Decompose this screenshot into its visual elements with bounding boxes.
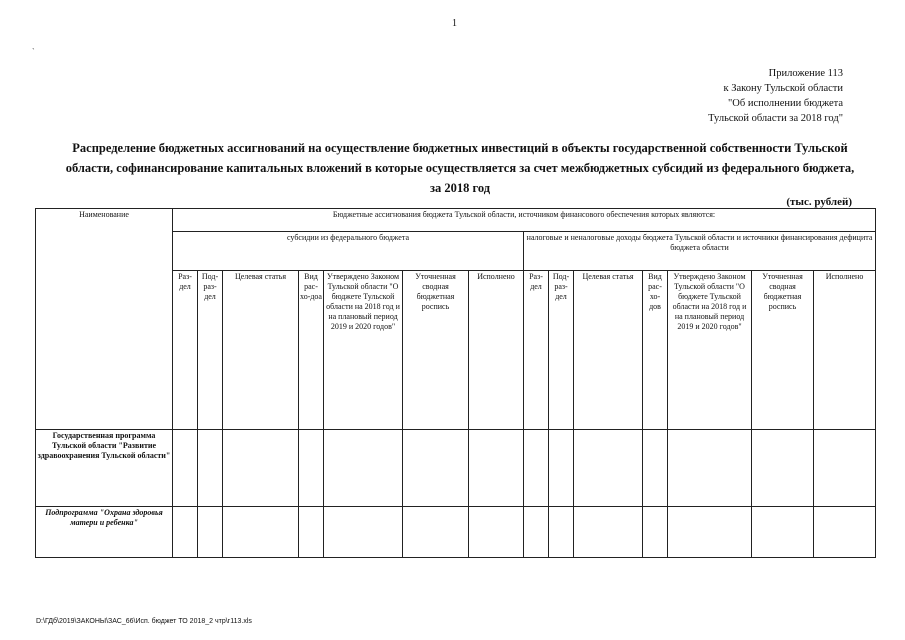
table-cell <box>173 507 198 558</box>
table-cell <box>403 507 469 558</box>
column-header-target: Целевая статья <box>574 271 643 430</box>
table-cell <box>752 507 814 558</box>
row-name-program: Государственная программа Тульской области "Развитие здравоохранения Тульской области" <box>36 430 173 507</box>
table-cell <box>752 430 814 507</box>
table-cell <box>198 507 223 558</box>
document-title: Распределение бюджетных ассигнований на осуществление бюджетных инвестиций в объекты государственной собственности Тульской области, софинансирование капитальных вложений в которые осуществляется за счет межбюджетных субсидий из федерального бюджета, за 2018 год <box>65 141 855 195</box>
column-header-target: Целевая статья <box>223 271 299 430</box>
table-cell <box>403 430 469 507</box>
table-cell <box>299 507 324 558</box>
column-header-razdel: Раз-дел <box>524 271 549 430</box>
appendix-block <box>623 66 843 126</box>
table-cell <box>173 430 198 507</box>
table-cell <box>668 507 752 558</box>
column-header-razdel: Раз-дел <box>173 271 198 430</box>
table-cell <box>324 507 403 558</box>
budget-table <box>35 208 876 558</box>
column-header-refined: Уточненная сводная бюджетная роспись <box>403 271 469 430</box>
table-cell <box>223 507 299 558</box>
subsidies-header: субсидии из федерального бюджета <box>173 232 524 271</box>
table-cell <box>574 430 643 507</box>
page-number: 1 <box>452 18 457 29</box>
table-cell <box>549 507 574 558</box>
column-header-vid: Вид рас-хо-дов <box>643 271 668 430</box>
tax-revenue-header: налоговые и неналоговые доходы бюджета Тульской области и источники финансирования дефицита бюджета области <box>524 232 876 271</box>
appendix-line: "Об исполнении бюджета <box>728 98 843 109</box>
table-cell <box>643 430 668 507</box>
table-cell <box>814 507 876 558</box>
table-cell <box>524 507 549 558</box>
appendix-line: к Закону Тульской области <box>723 83 843 94</box>
appendix-line: Тульской области за 2018 год" <box>708 113 843 124</box>
file-path-footer: D:\ГДб\2019\ЗАКОНЫ\ЗАС_66\Исп. бюджет ТО 2018_2 чтр\г113.xls <box>36 618 252 625</box>
scan-mark: ` <box>32 47 35 56</box>
table-cell <box>524 430 549 507</box>
table-cell <box>549 430 574 507</box>
column-header-vid: Вид рас-хо-доа <box>299 271 324 430</box>
table-cell <box>469 507 524 558</box>
table-cell <box>814 430 876 507</box>
column-header-refined: Уточненная сводная бюджетная роспись <box>752 271 814 430</box>
column-header-approved: Утверждено Законом Тульской области "О бюджете Тульской области на 2018 год и на плановый период 2019 и 2020 годов" <box>668 271 752 430</box>
table-cell <box>469 430 524 507</box>
column-group-header: Бюджетные ассигнования бюджета Тульской области, источником финансового обеспечения которых являются: <box>173 209 876 232</box>
column-header-podrazdel: Под-раз-дел <box>549 271 574 430</box>
column-header-executed: Исполнено <box>814 271 876 430</box>
table-row <box>36 507 876 558</box>
table-cell <box>223 430 299 507</box>
column-header-name: Наименование <box>36 209 173 430</box>
table-cell <box>668 430 752 507</box>
table-cell <box>198 430 223 507</box>
table-cell <box>574 507 643 558</box>
row-name-subprogram: Подпрограмма "Охрана здоровья матери и ребенка" <box>36 507 173 558</box>
units-label: (тыс. рублей) <box>786 196 852 208</box>
column-header-executed: Исполнено <box>469 271 524 430</box>
table-cell <box>324 430 403 507</box>
column-header-approved: Утверждено Законом Тульской области "О бюджете Тульской области на 2018 год и на плановый период 2019 и 2020 годов" <box>324 271 403 430</box>
appendix-line: Приложение 113 <box>768 68 843 79</box>
table-cell <box>643 507 668 558</box>
table-row <box>36 430 876 507</box>
table-cell <box>299 430 324 507</box>
column-header-podrazdel: Под-раз-дел <box>198 271 223 430</box>
